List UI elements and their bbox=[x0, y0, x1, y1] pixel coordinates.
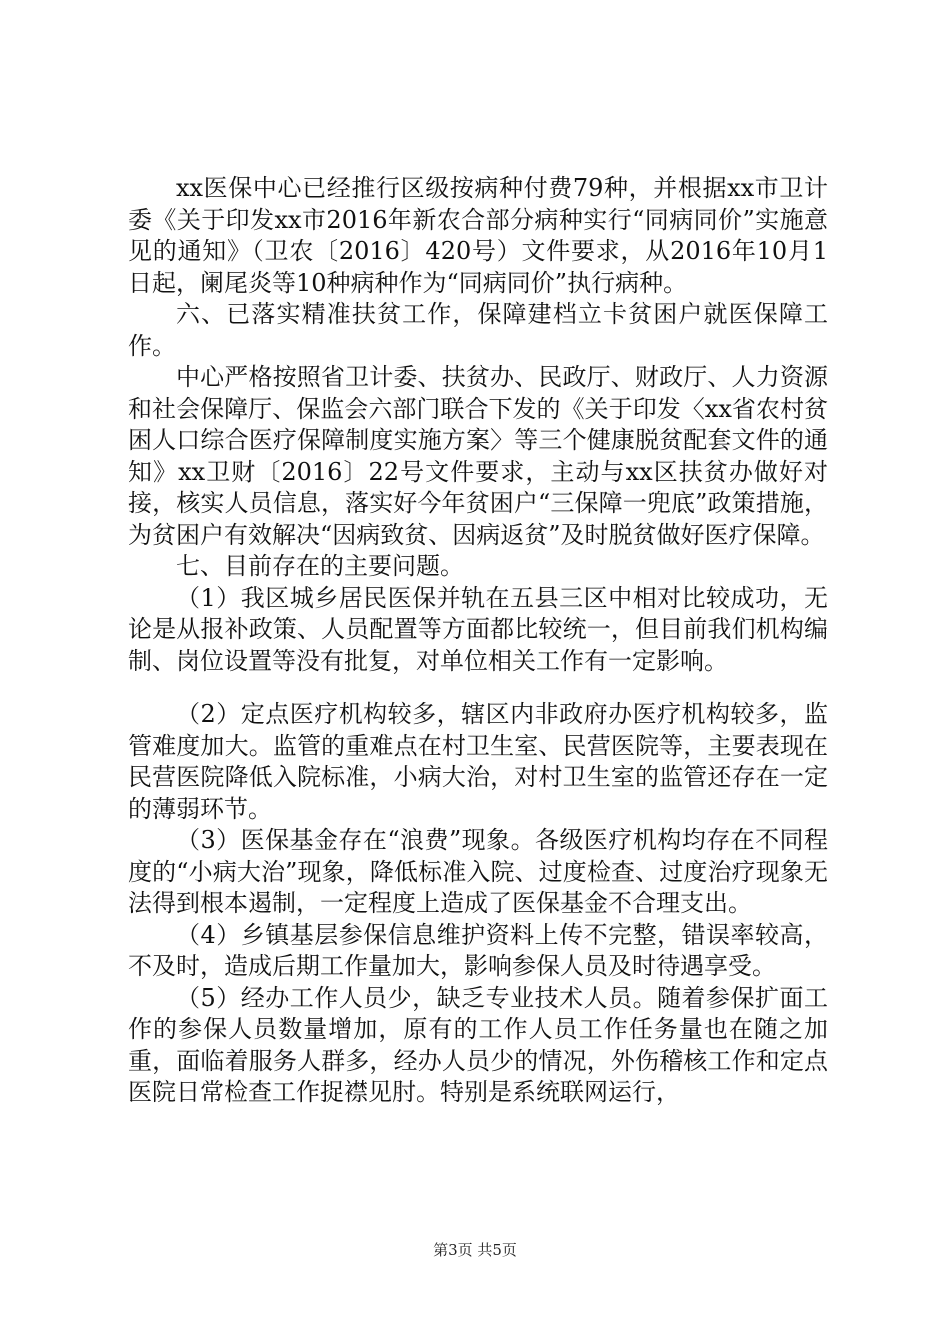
issue-2-paragraph: （2）定点医疗机构较多，辖区内非政府办医疗机构较多，监管难度加大。监管的重难点在村卫生室、民营医院等，主要表现在民营医院降低入院标准，小病大治，对村卫生室的监管还存在一定的薄弱环节。 bbox=[128, 700, 828, 823]
paragraph-2: 中心严格按照省卫计委、扶贫办、民政厅、财政厅、人力资源和社会保障厅、保监会六部门联合下发的《关于印发〈xx省农村贫困人口综合医疗保障制度实施方案〉等三个健康脱贫配套文件的通知》xx卫财〔2016〕22号文件要求，主动与xx区扶贫办做好对接，核实人员信息，落实好今年贫困户“三保障一兜底”政策措施，为贫困户有效解决“因病致贫、因病返贫”及时脱贫做好医疗保障。 bbox=[128, 363, 828, 549]
issue-4-paragraph: （4）乡镇基层参保信息维护资料上传不完整，错误率较高，不及时，造成后期工作量加大，影响参保人员及时待遇享受。 bbox=[128, 920, 828, 980]
issue-5-paragraph: （5）经办工作人员少，缺乏专业技术人员。随着参保扩面工作的参保人员数量增加，原有的工作人员工作任务量也在随之加重，面临着服务人群多，经办人员少的情况，外伤稽核工作和定点医院日常检查工作捉襟见肘。特别是系统联网运行， bbox=[128, 983, 828, 1106]
section-heading-7: 七、目前存在的主要问题。 bbox=[176, 552, 464, 580]
document-body bbox=[128, 173, 828, 1109]
page-footer: 第3页 共5页 bbox=[433, 1241, 517, 1259]
paragraph-1: xx医保中心已经推行区级按病种付费79种，并根据xx市卫计委《关于印发xx市2016年新农合部分病种实行“同病同价”实施意见的通知》（卫农〔2016〕420号）文件要求，从2016年10月1日起，阑尾炎等10种病种作为“同病同价”执行病种。 bbox=[128, 174, 828, 297]
section-heading-6: 六、已落实精准扶贫工作，保障建档立卡贫困户就医保障工作。 bbox=[128, 300, 828, 360]
issue-1-paragraph: （1）我区城乡居民医保并轨在五县三区中相对比较成功，无论是从报补政策、人员配置等方面都比较统一，但目前我们机构编制、岗位设置等没有批复，对单位相关工作有一定影响。 bbox=[128, 583, 828, 675]
issue-3-paragraph: （3）医保基金存在“浪费”现象。各级医疗机构均存在不同程度的“小病大治”现象，降低标准入院、过度检查、过度治疗现象无法得到根本遏制，一定程度上造成了医保基金不合理支出。 bbox=[128, 826, 828, 917]
